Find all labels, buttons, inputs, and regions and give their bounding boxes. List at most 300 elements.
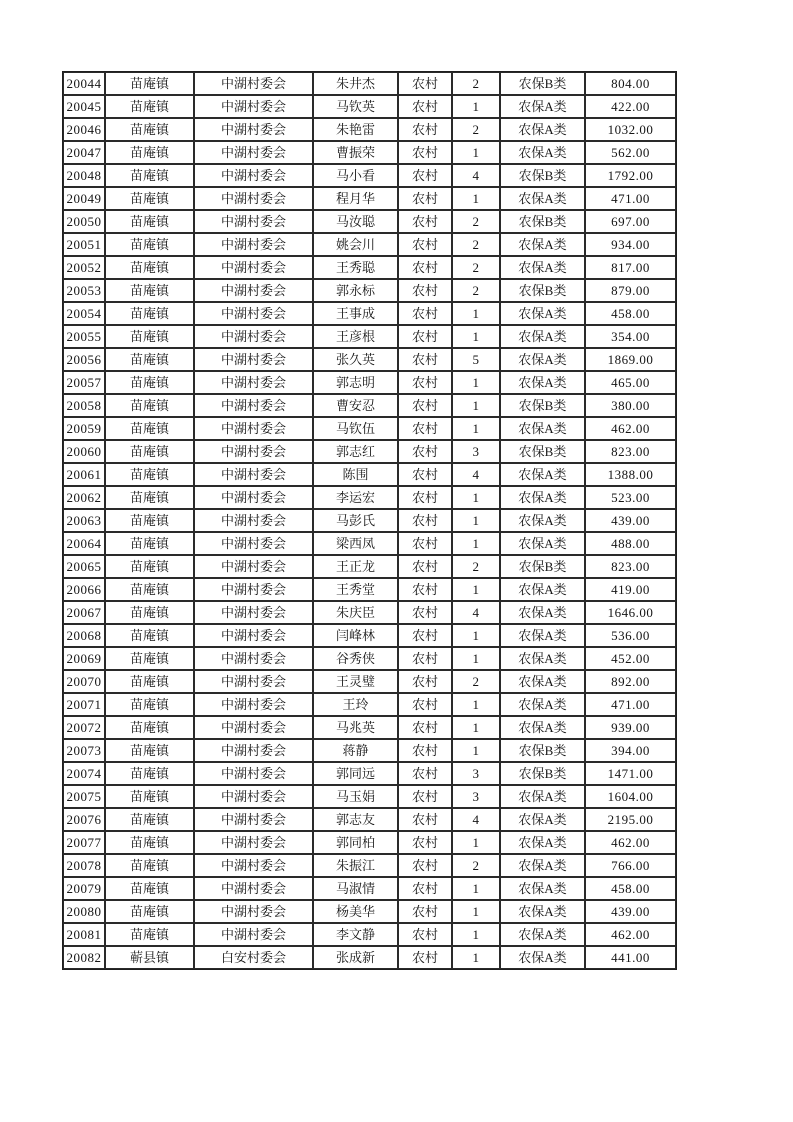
cell-persons: 2: [452, 210, 500, 233]
cell-id: 20073: [63, 739, 105, 762]
cell-town: 苗庵镇: [105, 141, 194, 164]
cell-village: 中湖村委会: [194, 854, 313, 877]
cell-id: 20054: [63, 302, 105, 325]
cell-id: 20059: [63, 417, 105, 440]
cell-insurance_type: 农保A类: [500, 417, 585, 440]
cell-insurance_type: 农保A类: [500, 601, 585, 624]
cell-id: 20045: [63, 95, 105, 118]
cell-name: 朱振江: [313, 854, 398, 877]
table-row: [63, 578, 676, 601]
cell-id: 20068: [63, 624, 105, 647]
cell-id: 20065: [63, 555, 105, 578]
cell-town: 苗庵镇: [105, 877, 194, 900]
cell-persons: 2: [452, 279, 500, 302]
roster-table: [62, 71, 677, 970]
cell-amount: 471.00: [585, 693, 676, 716]
cell-insurance_type: 农保A类: [500, 647, 585, 670]
cell-amount: 458.00: [585, 877, 676, 900]
table-row: [63, 279, 676, 302]
cell-town: 苗庵镇: [105, 95, 194, 118]
cell-category: 农村: [398, 739, 452, 762]
cell-category: 农村: [398, 486, 452, 509]
cell-insurance_type: 农保B类: [500, 164, 585, 187]
cell-id: 20069: [63, 647, 105, 670]
cell-category: 农村: [398, 946, 452, 969]
table-row: [63, 946, 676, 969]
cell-category: 农村: [398, 187, 452, 210]
cell-village: 中湖村委会: [194, 141, 313, 164]
cell-village: 中湖村委会: [194, 164, 313, 187]
cell-persons: 1: [452, 739, 500, 762]
cell-category: 农村: [398, 555, 452, 578]
cell-name: 马钦英: [313, 95, 398, 118]
cell-insurance_type: 农保A类: [500, 371, 585, 394]
cell-name: 姚会川: [313, 233, 398, 256]
cell-id: 20063: [63, 509, 105, 532]
table-row: [63, 233, 676, 256]
cell-village: 中湖村委会: [194, 923, 313, 946]
cell-persons: 3: [452, 440, 500, 463]
cell-insurance_type: 农保A类: [500, 624, 585, 647]
cell-name: 马玉娟: [313, 785, 398, 808]
cell-insurance_type: 农保A类: [500, 141, 585, 164]
cell-insurance_type: 农保A类: [500, 854, 585, 877]
table-row: [63, 601, 676, 624]
cell-village: 中湖村委会: [194, 716, 313, 739]
cell-amount: 439.00: [585, 900, 676, 923]
cell-name: 杨美华: [313, 900, 398, 923]
cell-id: 20044: [63, 72, 105, 95]
cell-name: 陈围: [313, 463, 398, 486]
cell-insurance_type: 农保A类: [500, 923, 585, 946]
cell-name: 张久英: [313, 348, 398, 371]
table-row: [63, 900, 676, 923]
cell-insurance_type: 农保A类: [500, 486, 585, 509]
cell-persons: 1: [452, 923, 500, 946]
cell-insurance_type: 农保A类: [500, 256, 585, 279]
cell-name: 王事成: [313, 302, 398, 325]
cell-amount: 536.00: [585, 624, 676, 647]
cell-category: 农村: [398, 164, 452, 187]
cell-id: 20058: [63, 394, 105, 417]
cell-category: 农村: [398, 394, 452, 417]
cell-village: 中湖村委会: [194, 785, 313, 808]
cell-category: 农村: [398, 279, 452, 302]
cell-insurance_type: 农保A类: [500, 693, 585, 716]
cell-id: 20062: [63, 486, 105, 509]
table-row: [63, 187, 676, 210]
cell-insurance_type: 农保A类: [500, 808, 585, 831]
cell-category: 农村: [398, 716, 452, 739]
cell-name: 马小看: [313, 164, 398, 187]
table-row: [63, 417, 676, 440]
cell-name: 谷秀侠: [313, 647, 398, 670]
cell-name: 王秀聪: [313, 256, 398, 279]
cell-insurance_type: 农保A类: [500, 716, 585, 739]
cell-name: 马淑情: [313, 877, 398, 900]
cell-category: 农村: [398, 463, 452, 486]
cell-category: 农村: [398, 923, 452, 946]
cell-town: 苗庵镇: [105, 302, 194, 325]
table-row: [63, 693, 676, 716]
cell-persons: 1: [452, 831, 500, 854]
cell-amount: 697.00: [585, 210, 676, 233]
cell-category: 农村: [398, 302, 452, 325]
cell-category: 农村: [398, 762, 452, 785]
cell-name: 张成新: [313, 946, 398, 969]
cell-id: 20079: [63, 877, 105, 900]
cell-name: 程月华: [313, 187, 398, 210]
cell-category: 农村: [398, 578, 452, 601]
cell-id: 20048: [63, 164, 105, 187]
cell-category: 农村: [398, 831, 452, 854]
cell-village: 白安村委会: [194, 946, 313, 969]
cell-name: 曹安忍: [313, 394, 398, 417]
cell-category: 农村: [398, 141, 452, 164]
cell-name: 朱井杰: [313, 72, 398, 95]
cell-village: 中湖村委会: [194, 72, 313, 95]
cell-persons: 1: [452, 394, 500, 417]
cell-id: 20081: [63, 923, 105, 946]
cell-persons: 4: [452, 601, 500, 624]
cell-category: 农村: [398, 877, 452, 900]
cell-id: 20082: [63, 946, 105, 969]
table-row: [63, 256, 676, 279]
cell-town: 苗庵镇: [105, 394, 194, 417]
cell-amount: 462.00: [585, 923, 676, 946]
cell-category: 农村: [398, 417, 452, 440]
cell-persons: 1: [452, 900, 500, 923]
cell-town: 苗庵镇: [105, 509, 194, 532]
cell-insurance_type: 农保A类: [500, 785, 585, 808]
cell-category: 农村: [398, 509, 452, 532]
cell-name: 马兆英: [313, 716, 398, 739]
cell-id: 20078: [63, 854, 105, 877]
cell-persons: 3: [452, 785, 500, 808]
cell-village: 中湖村委会: [194, 762, 313, 785]
table-row: [63, 394, 676, 417]
table-row: [63, 647, 676, 670]
cell-name: 马彭氏: [313, 509, 398, 532]
roster-table-body: [63, 72, 676, 969]
cell-town: 苗庵镇: [105, 256, 194, 279]
cell-id: 20077: [63, 831, 105, 854]
cell-insurance_type: 农保A类: [500, 118, 585, 141]
cell-insurance_type: 农保A类: [500, 187, 585, 210]
cell-village: 中湖村委会: [194, 578, 313, 601]
cell-persons: 1: [452, 187, 500, 210]
cell-insurance_type: 农保A类: [500, 946, 585, 969]
cell-amount: 441.00: [585, 946, 676, 969]
cell-town: 苗庵镇: [105, 900, 194, 923]
cell-persons: 1: [452, 417, 500, 440]
cell-insurance_type: 农保A类: [500, 509, 585, 532]
cell-village: 中湖村委会: [194, 394, 313, 417]
cell-town: 苗庵镇: [105, 118, 194, 141]
cell-amount: 462.00: [585, 417, 676, 440]
cell-category: 农村: [398, 118, 452, 141]
cell-town: 蕲县镇: [105, 946, 194, 969]
cell-amount: 1792.00: [585, 164, 676, 187]
cell-name: 郭同远: [313, 762, 398, 785]
cell-category: 农村: [398, 233, 452, 256]
cell-name: 郭志明: [313, 371, 398, 394]
cell-town: 苗庵镇: [105, 233, 194, 256]
cell-village: 中湖村委会: [194, 647, 313, 670]
cell-persons: 1: [452, 141, 500, 164]
cell-persons: 1: [452, 509, 500, 532]
cell-name: 梁西凤: [313, 532, 398, 555]
cell-category: 农村: [398, 210, 452, 233]
cell-village: 中湖村委会: [194, 601, 313, 624]
cell-insurance_type: 农保A类: [500, 348, 585, 371]
cell-category: 农村: [398, 647, 452, 670]
table-row: [63, 555, 676, 578]
cell-village: 中湖村委会: [194, 739, 313, 762]
cell-town: 苗庵镇: [105, 808, 194, 831]
cell-town: 苗庵镇: [105, 693, 194, 716]
cell-amount: 452.00: [585, 647, 676, 670]
cell-insurance_type: 农保A类: [500, 877, 585, 900]
table-row: [63, 854, 676, 877]
table-row: [63, 808, 676, 831]
cell-name: 郭永标: [313, 279, 398, 302]
cell-town: 苗庵镇: [105, 417, 194, 440]
cell-town: 苗庵镇: [105, 923, 194, 946]
cell-name: 朱艳雷: [313, 118, 398, 141]
cell-category: 农村: [398, 532, 452, 555]
cell-persons: 1: [452, 716, 500, 739]
cell-id: 20070: [63, 670, 105, 693]
cell-insurance_type: 农保B类: [500, 279, 585, 302]
table-row: [63, 118, 676, 141]
cell-amount: 471.00: [585, 187, 676, 210]
table-row: [63, 785, 676, 808]
cell-amount: 1471.00: [585, 762, 676, 785]
cell-persons: 2: [452, 118, 500, 141]
table-row: [63, 486, 676, 509]
cell-amount: 1604.00: [585, 785, 676, 808]
cell-village: 中湖村委会: [194, 302, 313, 325]
cell-town: 苗庵镇: [105, 555, 194, 578]
cell-village: 中湖村委会: [194, 831, 313, 854]
cell-category: 农村: [398, 693, 452, 716]
cell-category: 农村: [398, 440, 452, 463]
cell-town: 苗庵镇: [105, 670, 194, 693]
cell-insurance_type: 农保A类: [500, 95, 585, 118]
cell-amount: 562.00: [585, 141, 676, 164]
cell-insurance_type: 农保B类: [500, 739, 585, 762]
cell-category: 农村: [398, 95, 452, 118]
cell-amount: 817.00: [585, 256, 676, 279]
cell-id: 20051: [63, 233, 105, 256]
cell-persons: 1: [452, 325, 500, 348]
cell-village: 中湖村委会: [194, 118, 313, 141]
cell-amount: 523.00: [585, 486, 676, 509]
table-row: [63, 831, 676, 854]
cell-id: 20075: [63, 785, 105, 808]
cell-persons: 2: [452, 670, 500, 693]
cell-persons: 1: [452, 302, 500, 325]
table-row: [63, 371, 676, 394]
cell-id: 20080: [63, 900, 105, 923]
cell-id: 20055: [63, 325, 105, 348]
cell-amount: 354.00: [585, 325, 676, 348]
table-row: [63, 923, 676, 946]
cell-village: 中湖村委会: [194, 371, 313, 394]
cell-amount: 2195.00: [585, 808, 676, 831]
cell-name: 王彦根: [313, 325, 398, 348]
cell-name: 马钦伍: [313, 417, 398, 440]
cell-village: 中湖村委会: [194, 233, 313, 256]
cell-insurance_type: 农保B类: [500, 210, 585, 233]
cell-insurance_type: 农保A类: [500, 578, 585, 601]
cell-name: 朱庆臣: [313, 601, 398, 624]
cell-insurance_type: 农保A类: [500, 900, 585, 923]
cell-village: 中湖村委会: [194, 486, 313, 509]
cell-village: 中湖村委会: [194, 532, 313, 555]
cell-persons: 2: [452, 72, 500, 95]
cell-amount: 419.00: [585, 578, 676, 601]
cell-persons: 1: [452, 95, 500, 118]
cell-persons: 4: [452, 808, 500, 831]
cell-amount: 462.00: [585, 831, 676, 854]
cell-amount: 1646.00: [585, 601, 676, 624]
cell-amount: 380.00: [585, 394, 676, 417]
cell-category: 农村: [398, 601, 452, 624]
table-row: [63, 348, 676, 371]
cell-village: 中湖村委会: [194, 624, 313, 647]
cell-town: 苗庵镇: [105, 578, 194, 601]
cell-persons: 3: [452, 762, 500, 785]
cell-town: 苗庵镇: [105, 601, 194, 624]
cell-town: 苗庵镇: [105, 187, 194, 210]
table-row: [63, 624, 676, 647]
table-row: [63, 877, 676, 900]
cell-category: 农村: [398, 670, 452, 693]
cell-persons: 5: [452, 348, 500, 371]
table-row: [63, 72, 676, 95]
cell-name: 郭志友: [313, 808, 398, 831]
cell-town: 苗庵镇: [105, 716, 194, 739]
cell-category: 农村: [398, 348, 452, 371]
cell-town: 苗庵镇: [105, 486, 194, 509]
cell-name: 郭同柏: [313, 831, 398, 854]
cell-persons: 1: [452, 877, 500, 900]
cell-id: 20074: [63, 762, 105, 785]
cell-amount: 879.00: [585, 279, 676, 302]
table-row: [63, 325, 676, 348]
cell-village: 中湖村委会: [194, 463, 313, 486]
cell-name: 蒋静: [313, 739, 398, 762]
table-row: [63, 95, 676, 118]
cell-name: 王灵璧: [313, 670, 398, 693]
cell-amount: 892.00: [585, 670, 676, 693]
cell-category: 农村: [398, 900, 452, 923]
cell-id: 20049: [63, 187, 105, 210]
table-row: [63, 164, 676, 187]
cell-name: 王秀堂: [313, 578, 398, 601]
cell-village: 中湖村委会: [194, 256, 313, 279]
cell-town: 苗庵镇: [105, 164, 194, 187]
cell-village: 中湖村委会: [194, 670, 313, 693]
table-row: [63, 463, 676, 486]
table-row: [63, 762, 676, 785]
cell-amount: 394.00: [585, 739, 676, 762]
cell-amount: 1388.00: [585, 463, 676, 486]
cell-persons: 1: [452, 371, 500, 394]
cell-insurance_type: 农保A类: [500, 831, 585, 854]
cell-id: 20061: [63, 463, 105, 486]
cell-id: 20047: [63, 141, 105, 164]
cell-id: 20067: [63, 601, 105, 624]
cell-insurance_type: 农保B类: [500, 394, 585, 417]
table-row: [63, 141, 676, 164]
cell-village: 中湖村委会: [194, 348, 313, 371]
cell-amount: 465.00: [585, 371, 676, 394]
cell-id: 20072: [63, 716, 105, 739]
cell-village: 中湖村委会: [194, 210, 313, 233]
cell-id: 20071: [63, 693, 105, 716]
cell-category: 农村: [398, 371, 452, 394]
table-row: [63, 670, 676, 693]
cell-village: 中湖村委会: [194, 555, 313, 578]
cell-village: 中湖村委会: [194, 693, 313, 716]
table-row: [63, 509, 676, 532]
cell-town: 苗庵镇: [105, 762, 194, 785]
cell-id: 20046: [63, 118, 105, 141]
cell-town: 苗庵镇: [105, 647, 194, 670]
cell-insurance_type: 农保A类: [500, 325, 585, 348]
cell-name: 曹振荣: [313, 141, 398, 164]
cell-name: 李文静: [313, 923, 398, 946]
cell-name: 郭志红: [313, 440, 398, 463]
cell-amount: 766.00: [585, 854, 676, 877]
cell-amount: 439.00: [585, 509, 676, 532]
cell-town: 苗庵镇: [105, 348, 194, 371]
cell-village: 中湖村委会: [194, 900, 313, 923]
cell-town: 苗庵镇: [105, 325, 194, 348]
cell-insurance_type: 农保A类: [500, 463, 585, 486]
cell-category: 农村: [398, 854, 452, 877]
cell-id: 20052: [63, 256, 105, 279]
cell-village: 中湖村委会: [194, 440, 313, 463]
cell-insurance_type: 农保B类: [500, 555, 585, 578]
cell-insurance_type: 农保B类: [500, 762, 585, 785]
cell-amount: 422.00: [585, 95, 676, 118]
cell-town: 苗庵镇: [105, 854, 194, 877]
cell-town: 苗庵镇: [105, 463, 194, 486]
cell-category: 农村: [398, 256, 452, 279]
cell-persons: 2: [452, 854, 500, 877]
cell-persons: 4: [452, 164, 500, 187]
cell-name: 李运宏: [313, 486, 398, 509]
cell-persons: 2: [452, 555, 500, 578]
cell-insurance_type: 农保B类: [500, 72, 585, 95]
cell-insurance_type: 农保A类: [500, 670, 585, 693]
cell-town: 苗庵镇: [105, 785, 194, 808]
cell-village: 中湖村委会: [194, 808, 313, 831]
cell-insurance_type: 农保B类: [500, 440, 585, 463]
cell-id: 20076: [63, 808, 105, 831]
cell-id: 20064: [63, 532, 105, 555]
cell-town: 苗庵镇: [105, 831, 194, 854]
cell-id: 20053: [63, 279, 105, 302]
cell-village: 中湖村委会: [194, 877, 313, 900]
table-row: [63, 716, 676, 739]
cell-id: 20060: [63, 440, 105, 463]
cell-category: 农村: [398, 785, 452, 808]
